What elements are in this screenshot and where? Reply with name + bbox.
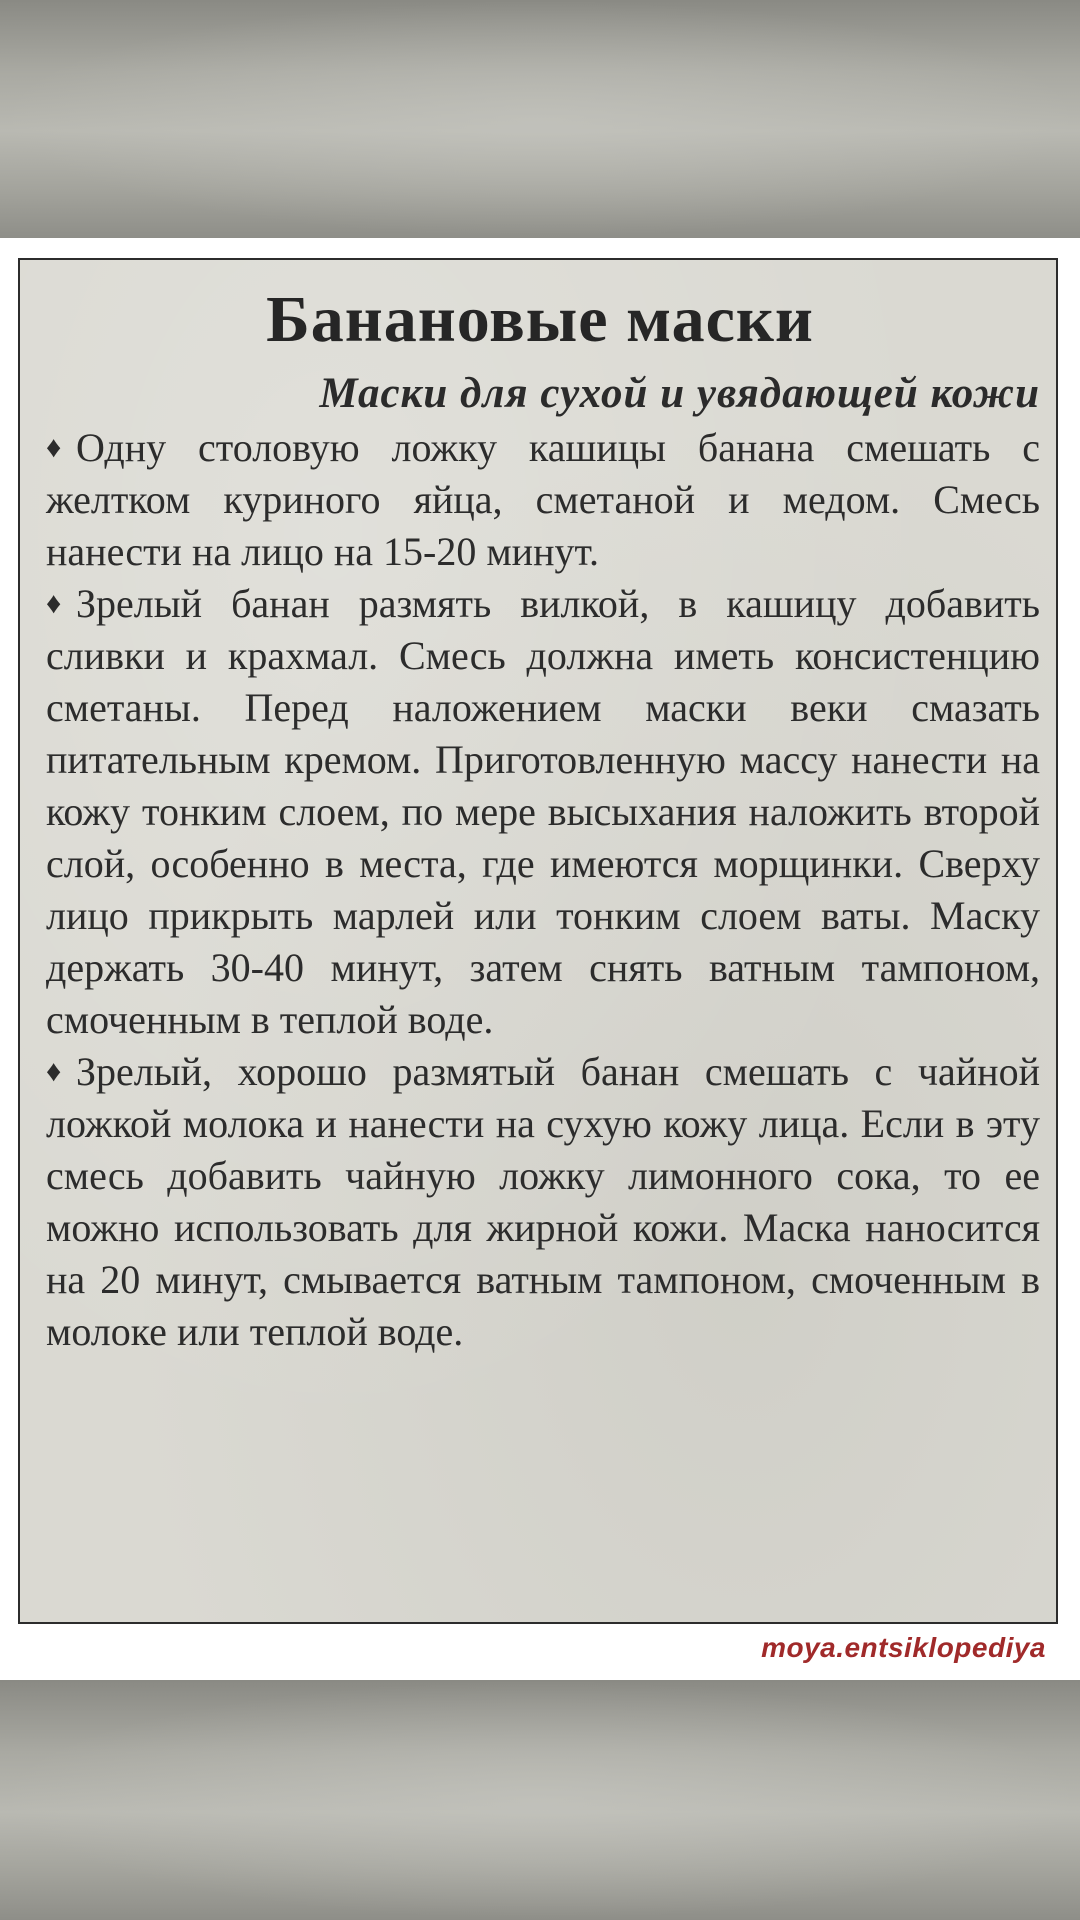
paragraph-2-text: Зрелый банан размять вилкой, в кашицу добавить сливки и крахмал. Смесь должна иметь консистенцию сметаны. Перед наложением маски веки смазать питательным кремом. Приготовленную массу нанести на кожу тонким слоем, по мере высыхания наложить второй слой, особенно в места, где имеются морщинки. Сверху лицо прикрыть марлей или тонким слоем ваты. Маску держать 30-40 минут, затем снять ватным тампоном, смоченным в теплой воде. [46,581,1040,1042]
diamond-bullet-icon: ♦ [46,431,62,464]
blurred-background-top [0,0,1080,238]
paragraph-3-text: Зрелый, хорошо размятый банан смешать с чайной ложкой молока и нанести на сухую кожу лица. Если в эту смесь добавить чайную ложку лимонного сока, то ее можно использовать для жирной кожи. Маска наносится на 20 минут, смывается ватным тампоном, смоченным в молоке или теплой воде. [46,1049,1040,1354]
diamond-bullet-icon: ♦ [46,587,62,620]
paragraph-1 [46,422,1040,578]
paragraph-1-text: Одну столовую ложку кашицы банана смешать с желтком куриного яйца, сметаной и медом. Смесь нанести на лицо на 15-20 минут. [46,425,1040,574]
newspaper-clipping [18,258,1058,1624]
article-title: Банановые маски [266,283,814,356]
article-subtitle: Маски для сухой и увядающей кожи [319,370,1040,417]
paragraph-3 [46,1046,1040,1358]
paragraph-2 [46,578,1040,1046]
source-watermark: moya.entsiklopediya [761,1632,1046,1663]
article-body [46,422,1040,1358]
blurred-background-bottom [0,1680,1080,1920]
diamond-bullet-icon: ♦ [46,1055,62,1088]
